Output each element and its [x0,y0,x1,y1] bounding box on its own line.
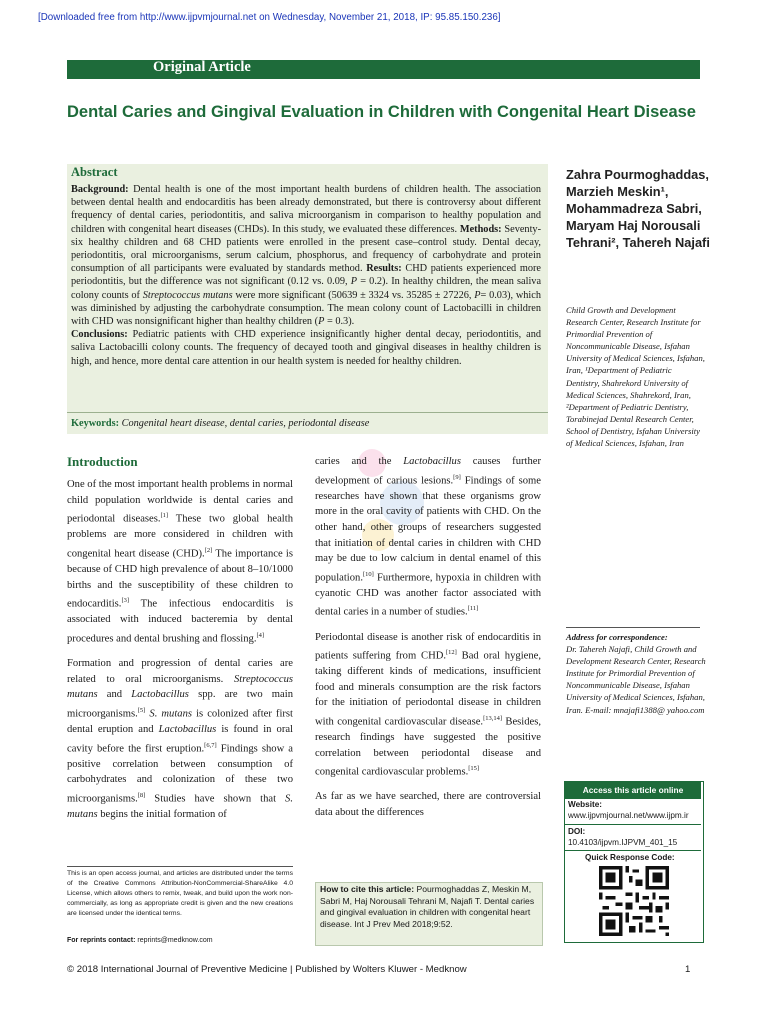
background-text: Dental health is one of the most important health burdens of children health. The association between dental health and endocarditis has been already demonstrated, but there is controversy about different frequency of dental caries, periodontitis, and saliva microorganism in comparison to healthy population and children with congenital heart diseases (CHDs). In this study, we evaluated these differences. [71,184,541,235]
organism-name: S. mutans [67,793,293,820]
body-text: These two global health problems are more considered in children with congenital heart disease (CHD). [67,513,293,560]
organism-name: S. mutans [149,708,193,720]
citation-ref[interactable]: [5] [137,706,146,714]
citation-ref[interactable]: [1] [160,512,169,520]
conclusions-label: Conclusions: [71,329,128,341]
conclusions-text: Pediatric patients with CHD experience insignificantly higher dental decay, periodontitis, and saliva Lactobacilli colony counts. The frequency of decayed tooth and gingival diseases in healthy children is high, and hence, more dental care attention in our health system is needed for healthy children. [71,329,541,367]
keywords-divider [67,412,548,413]
qr-code-icon[interactable] [599,866,669,936]
body-text: Studies have shown that [145,793,286,805]
citation-ref[interactable]: [9] [453,473,461,481]
license-footnote: This is an open access journal, and articles are distributed under the terms of the Creative Commons Attribution-NonCommercial-ShareAlike 4.0 License, which allows others to remix, tweak, and build upon the work non-commercially, as long as appropriate credit is given and the new creations are licensed under the identical terms. [67,870,293,918]
p-value-symbol: P [474,289,481,301]
keywords-text: Congenital heart disease, dental caries, periodontal disease [121,418,370,429]
body-text: Findings of some researches have shown that these organisms grow more in the oral cavity of patients with CHD. On the other hand, other groups of researchers suggested that initiation of dental caries in children with CHD may be due to low calcium in dental enamel of this population. [315,475,541,584]
reprints-email[interactable]: reprints@medknow.com [137,937,213,944]
citation-ref[interactable]: [12] [446,649,457,657]
p-value-symbol: P [318,316,325,328]
body-text: causes further development of carious lesions. [315,456,541,487]
organism-name: Streptococcus mutans [67,673,293,701]
body-text: The importance is because of CHD high prevalence of about 8–10/1000 births and the susceptibility of these children to endocarditis. [67,548,293,610]
results-label: Results: [366,263,402,275]
paragraph [315,454,541,621]
page-number: 1 [685,964,691,975]
body-text: caries and the [315,456,404,467]
correspondence-block [566,631,706,716]
body-text: is colonized after first dental eruption and [67,708,294,735]
website-label: Website: [568,800,602,809]
results-text: = 0.3). [326,316,355,328]
keywords-label: Keywords: [71,418,120,429]
correspondence-text: Dr. Tahereh Najafi, Child Growth and Development Research Center, Research Institute for Primordial Prevention of Noncommunicable Disease, Isfahan University of Medical Sciences, Isfahan, Iran. E-mail: mnajafi1388@ yahoo.com [566,644,706,715]
citation-ref[interactable]: [11] [467,605,479,613]
results-text: = 0.03), which was diminished by adjusting the carbohydrate consumption. The mean colony count of Lactobacilli in children with CHD was nonsignificant higher than healthy children ( [71,289,542,328]
organism-name: Lactobacillus [131,689,189,701]
organism-name: Lactobacillus [158,723,217,735]
citation-ref[interactable]: [10] [362,570,374,578]
qr-label: Quick Response Code: [585,853,675,862]
results-text: = 0.2). In healthy children, the mean saliva colony counts of [71,276,542,301]
correspondence-divider [566,627,700,628]
methods-label: Methods: [459,223,502,235]
access-divider [565,824,701,825]
download-notice[interactable]: [Downloaded free from http://www.ijpvmjournal.net on Wednesday, November 21, 2018, IP: 95.85.150.236] [38,12,501,23]
citation-ref[interactable]: [8] [137,791,146,799]
doi-link[interactable]: 10.4103/ijpvm.IJPVM_401_15 [568,838,678,847]
citation-ref[interactable]: [6,7] [204,741,217,749]
citation-text [320,884,538,931]
paragraph [315,630,541,781]
body-text: begins the initial formation of [97,809,227,820]
body-text: The infectious endocarditis is associated with induced bacteremia by dental procedures and dental brushing and flossing. [67,598,293,645]
website-link[interactable]: www.ijpvmjournal.net/www.ijpm.ir [568,811,689,820]
results-text: CHD patients experienced more periodontitis, but the difference was not significant (0.12 vs. 0.09, [71,263,541,288]
organism-name: Lactobacillus [403,456,461,467]
citation-ref[interactable]: [15] [468,765,480,773]
paragraph [67,477,293,647]
body-text: Furthermore, hypoxia in children with cyanotic CHD was another factor associated with dental caries in a number of studies. [315,572,541,618]
body-text: and [97,689,132,701]
body-text: Besides, research findings have suggested the positive correlation between periodontal disease and congenital cardiovascular problems. [315,716,541,778]
keywords-line [71,417,541,430]
reprints-line [67,937,213,944]
body-text: One of the most important health problems in normal child population worldwide is dental caries and periodontal diseases. [67,479,293,525]
p-value-symbol: P [350,276,358,288]
citation-ref[interactable]: [3] [121,597,130,605]
body-column-left [67,477,293,832]
author-list: Zahra Pourmoghaddas, Marzieh Meskin¹, Mohammadreza Sabri, Maryam Haj Norousali Tehrani², Tahereh Najafi [566,167,710,250]
paragraph [315,789,541,820]
author-affiliation: Child Growth and Development Research Center, Research Institute for Primordial Prevention of Noncommunicable Disease, Isfahan University of Medical Sciences, Isfahan, Iran, ¹Department of Pediatric Dentistry, Shahrekord University of Medical Sciences, Shahrekord, Iran, ²Department of Pediatric Dentistry, Torabinejad Dental Research Center, School of Dentistry, Isfahan University of Medical Sciences, Isfahan, Iran [566,305,705,449]
abstract-heading: Abstract [71,165,118,179]
reprints-label: For reprints contact: [67,937,136,944]
results-text: were more significant (50639 ± 3324 vs. 35285 ± 27226, [235,289,472,301]
body-text: Bad oral hygiene, taking different kinds of medications, insufficient food and minerals consumption are the risk factors for the initiation of periodontal disease in children with congenital cardiovascular disease. [315,650,541,728]
footnote-divider [67,866,293,867]
article-type-label: Original Article [153,59,251,75]
page-footer-text: © 2018 International Journal of Preventive Medicine | Published by Wolters Kluwer - Medknow [67,964,467,975]
methods-text: Seventy-six healthy children and 68 CHD patients were enrolled in the present case–control study. Dental decay, periodontitis, oral microorganisms, serum calcium, phosphorus, and frequency of carbohydrate and protein consumption of all participants were evaluated by standards method. [71,223,542,275]
organism-name: Streptococcus mutans [142,289,233,301]
abstract-body [71,183,541,368]
doi-label: DOI: [568,827,586,836]
citation-label: How to cite this article: [320,884,415,894]
body-text: is found in oral cavity before the first eruption. [67,723,293,755]
citation-ref[interactable]: [13,14] [483,715,503,723]
paragraph [67,656,293,823]
body-text: spp. are two main microorganisms. [67,689,293,720]
access-online-heading: Access this article online [565,782,701,799]
access-divider [565,850,701,851]
introduction-heading: Introduction [67,454,138,469]
background-label: Background: [71,184,129,195]
body-text: Formation and progression of dental caries are related to oral microorganisms. [67,658,293,685]
citation-ref[interactable]: [4] [256,631,265,639]
citation-ref[interactable]: [2] [204,546,213,554]
body-text: Findings show a positive correlation between consumption of carbohydrates and colonization of these two microorganisms. [67,743,293,805]
body-column-right [315,454,541,830]
citation-body: Pourmoghaddas Z, Meskin M, Sabri M, Haj Norousali Tehrani M, Najafi T. Dental caries and gingival evaluation in children with congenital heart disease. Int J Prev Med 2018;9:52. [320,884,535,930]
article-title: Dental Caries and Gingival Evaluation in Children with Congenital Heart Disease [67,103,696,121]
correspondence-label: Address for correspondence: [566,632,668,642]
body-text: Periodontal disease is another risk of endocarditis in patients suffering from CHD. [315,631,541,662]
body-text: As far as we have searched, there are controversial data about the differences [315,791,541,819]
